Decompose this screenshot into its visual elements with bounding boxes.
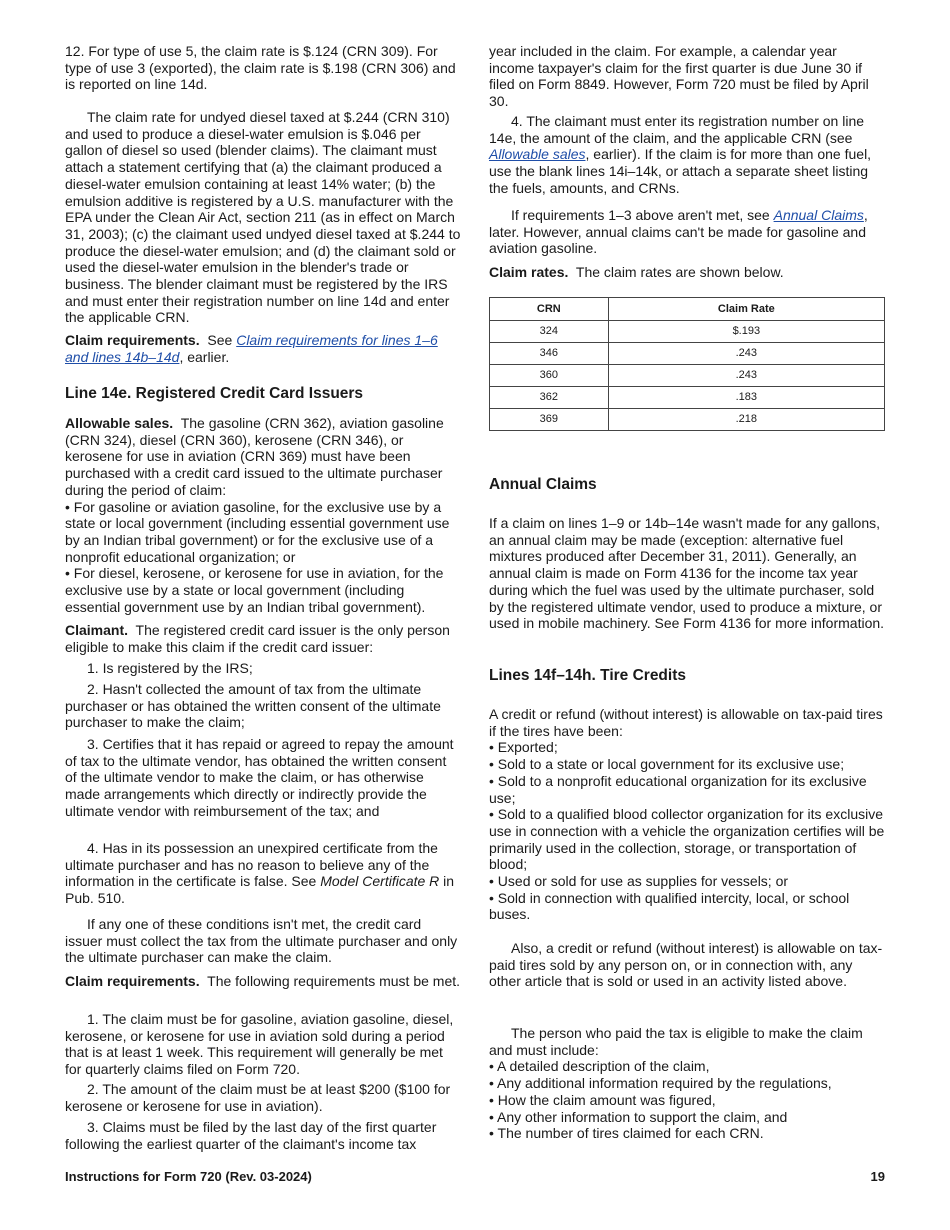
cell: 369 <box>490 409 609 431</box>
text: See <box>207 332 233 348</box>
run-in-heading: Claimant. <box>65 622 129 638</box>
table-row <box>490 409 885 431</box>
bullet-item: • A detailed description of the claim, <box>489 1058 710 1075</box>
bullet-item: • Exported; <box>489 739 558 756</box>
cell: 362 <box>490 387 609 409</box>
cell: .183 <box>608 387 884 409</box>
section-heading: Line 14e. Registered Credit Card Issuers <box>65 385 364 402</box>
paragraph <box>65 332 461 365</box>
list-item: 3. Claims must be filed by the last day of the first quarter following the earliest quarter of the claimant's income tax <box>65 1119 437 1152</box>
list-item: 2. The amount of the claim must be at least $200 ($100 for kerosene or kerosene for use in aviation). <box>65 1081 451 1114</box>
cell: 324 <box>490 321 609 343</box>
text: , earlier. <box>179 348 230 365</box>
paragraph <box>65 622 461 655</box>
claim-rates-table <box>489 297 885 431</box>
bullet-item: • Used or sold for use as supplies for vessels; or <box>489 873 789 890</box>
bullet-item: • How the claim amount was figured, <box>489 1091 716 1108</box>
table-header-row <box>490 298 885 321</box>
paragraph: Claim requirements. The following requirements must be met. <box>65 973 461 989</box>
bullet-item: • The number of tires claimed for each CRN. <box>489 1125 764 1142</box>
cell: .243 <box>608 365 884 387</box>
cell: .218 <box>608 409 884 431</box>
bullet-item: • For gasoline or aviation gasoline, for the exclusive use by a state or local government (including essential government use by an Indian tribal government) or for the exclusive use of a nonprofit educational organization; or <box>65 498 450 565</box>
link-allowable-sales[interactable]: Allowable sales <box>489 146 586 163</box>
list-item: 4. The claimant must enter its registration number on line 14e, the amount of the claim, and the applicable CRN (see Allowable sales, earlier). If the claim is for more than one fuel, use the blank lines 14i–14k, or attach a separate sheet listing the fuels, amounts, and CRNs. <box>489 113 872 196</box>
paragraph <box>65 415 461 615</box>
paragraph: Claim rates. The claim rates are shown below. <box>489 264 784 280</box>
cell: 360 <box>490 365 609 387</box>
column-header: Claim Rate <box>608 298 884 321</box>
table-row <box>490 365 885 387</box>
cell: $.193 <box>608 321 884 343</box>
paragraph: year included in the claim. For example, a calendar year income taxpayer's claim for the first quarter is due June 30 if filed on Form 8849. However, Form 720 must be filed by April 30. <box>489 43 869 110</box>
table-row <box>490 387 885 409</box>
cell: .243 <box>608 343 884 365</box>
bullet-item: • Sold to a state or local government for its exclusive use; <box>489 756 845 773</box>
table-row <box>490 321 885 343</box>
footer-title: Instructions for Form 720 (Rev. 03-2024) <box>65 1169 312 1184</box>
table-row <box>490 343 885 365</box>
page-number: 19 <box>870 1169 885 1184</box>
bullet-item: • Any additional information required by the regulations, <box>489 1075 832 1092</box>
bullet-item: • Sold to a qualified blood collector organization for its exclusive use in connection with a vehicle the organization certifies will be primarily used in the collection, storage, or transportation of blood; <box>489 806 885 873</box>
link-annual-claims[interactable]: Annual Claims <box>773 207 864 223</box>
list-item: 4. Has in its possession an unexpired certificate from the ultimate purchaser and has no reason to believe any of the information in the certificate is false. See Model Certificate R in Pub. 510. <box>65 840 455 907</box>
cell: 346 <box>490 343 609 365</box>
paragraph: Also, a credit or refund (without interest) is allowable on tax-paid tires sold by any person on, or in connection with, any other article that is sold or used in an activity listed above. <box>489 940 883 990</box>
bullet-item: • Any other information to support the claim, and <box>489 1108 788 1125</box>
bullet-item: • Sold to a nonprofit educational organization for its exclusive use; <box>489 772 867 806</box>
link-claim-requirements[interactable]: Claim requirements for lines 1–6 and lines 14b–14d <box>65 332 438 365</box>
list-item: 2. Hasn't collected the amount of tax from the ultimate purchaser or has obtained the written consent of the ultimate purchaser to make the claim; <box>65 681 441 731</box>
list-item: 1. The claim must be for gasoline, aviation gasoline, diesel, kerosene, or kerosene for use in aviation sold during a period that is at least 1 week. This requirement will generally be met for quarterly claims filed on Form 720. <box>65 1011 454 1078</box>
paragraph: If any one of these conditions isn't met, the credit card issuer must collect the tax from the ultimate purchaser and only the ultimate purchaser can make the claim. <box>65 916 458 966</box>
section-heading: Annual Claims <box>489 476 597 493</box>
paragraph: The person who paid the tax is eligible to make the claim and must include: • A detailed description of the claim, • Any additional information required by the regulations, • How the claim amount was figured, • Any other information to support the claim, and • The number of tires claimed for each CRN. <box>489 1025 885 1142</box>
run-in-heading: Allowable sales. <box>65 415 174 431</box>
run-in-heading: Claim requirements. <box>65 973 200 989</box>
paragraph: If a claim on lines 1–9 or 14b–14e wasn't made for any gallons, an annual claim may be made (exception: alternative fuel mixtures produced after December 31, 2011). Generally, an annual claim is made on Form 4136 for the income tax year during which the fuel was used by the ultimate purchaser, sold by the registered ultimate vendor, used to produce a mixture, or used in mobile machinery. See Form 4136 for more information. <box>489 515 885 632</box>
text: The gasoline (CRN 362), aviation gasoline (CRN 324), diesel (CRN 360), kerosene (CRN 346), or kerosene for use in aviation (CRN 369) must have been purchased with a credit card issued to the ultimate purchaser during the period of claim: <box>65 415 444 498</box>
bullet-item: • Sold in connection with qualified intercity, local, or school buses. <box>489 889 850 923</box>
paragraph: If requirements 1–3 above aren't met, see Annual Claims, later. However, annual claims can't be made for gasoline and aviation gasoline. <box>489 207 868 257</box>
text: The registered credit card issuer is the only person eligible to make this claim if the credit card issuer: <box>65 622 450 655</box>
column-header: CRN <box>490 298 609 321</box>
paragraph: A credit or refund (without interest) is allowable on tax-paid tires if the tires have been: • Exported; • Sold to a state or local government for its exclusive use; • Sold to a nonprofit educational organization for its exclusive use; • Sold to a qualified blood collector organization for its exclusive use in connection with a vehicle the organization certifies will be primarily used in the collection, storage, or transportation of blood; • Used or sold for use as supplies for vessels; or • Sold in connection with qualified intercity, local, or school buses. <box>489 706 885 923</box>
paragraph: The claim rate for undyed diesel taxed at $.244 (CRN 310) and used to produce a diesel-water emulsion is $.046 per gallon of diesel so used (blender claims). The claimant must attach a statement certifying that (a) the claimant produced a diesel-water emulsion containing at least 14% water; (b) the emulsion additive is registered by a U.S. manufacturer with the EPA under the Clean Air Act, section 211 (as in effect on March 31, 2003); (c) the claimant used undyed diesel taxed at $.244 to produce the diesel-water emulsion; and (d) the claimant sold or used the diesel-water emulsion in the blender's trade or business. The blender claimant must be registered by the IRS and must enter their registration number on line 14d and enter the applicable CRN. <box>65 109 461 326</box>
run-in-heading: Claim requirements. <box>65 332 200 348</box>
list-item: 1. Is registered by the IRS; <box>87 660 253 676</box>
paragraph: 12. For type of use 5, the claim rate is $.124 (CRN 309). For type of use 3 (exported), the claim rate is $.198 (CRN 306) and is reported on line 14d. <box>65 43 456 93</box>
bullet-item: • For diesel, kerosene, or kerosene for use in aviation, for the exclusive use by a state or local government (including essential government use by an Indian tribal government). <box>65 565 444 615</box>
run-in-heading: Claim rates. <box>489 264 569 280</box>
section-heading: Lines 14f–14h. Tire Credits <box>489 667 686 684</box>
list-item: 3. Certifies that it has repaid or agreed to repay the amount of tax to the ultimate vendor, has obtained the written consent of the ultimate vendor to make the claim, or has otherwise made arrangements which directly or indirectly provide the ultimate vendor with reimbursement of the tax; and <box>65 736 454 819</box>
